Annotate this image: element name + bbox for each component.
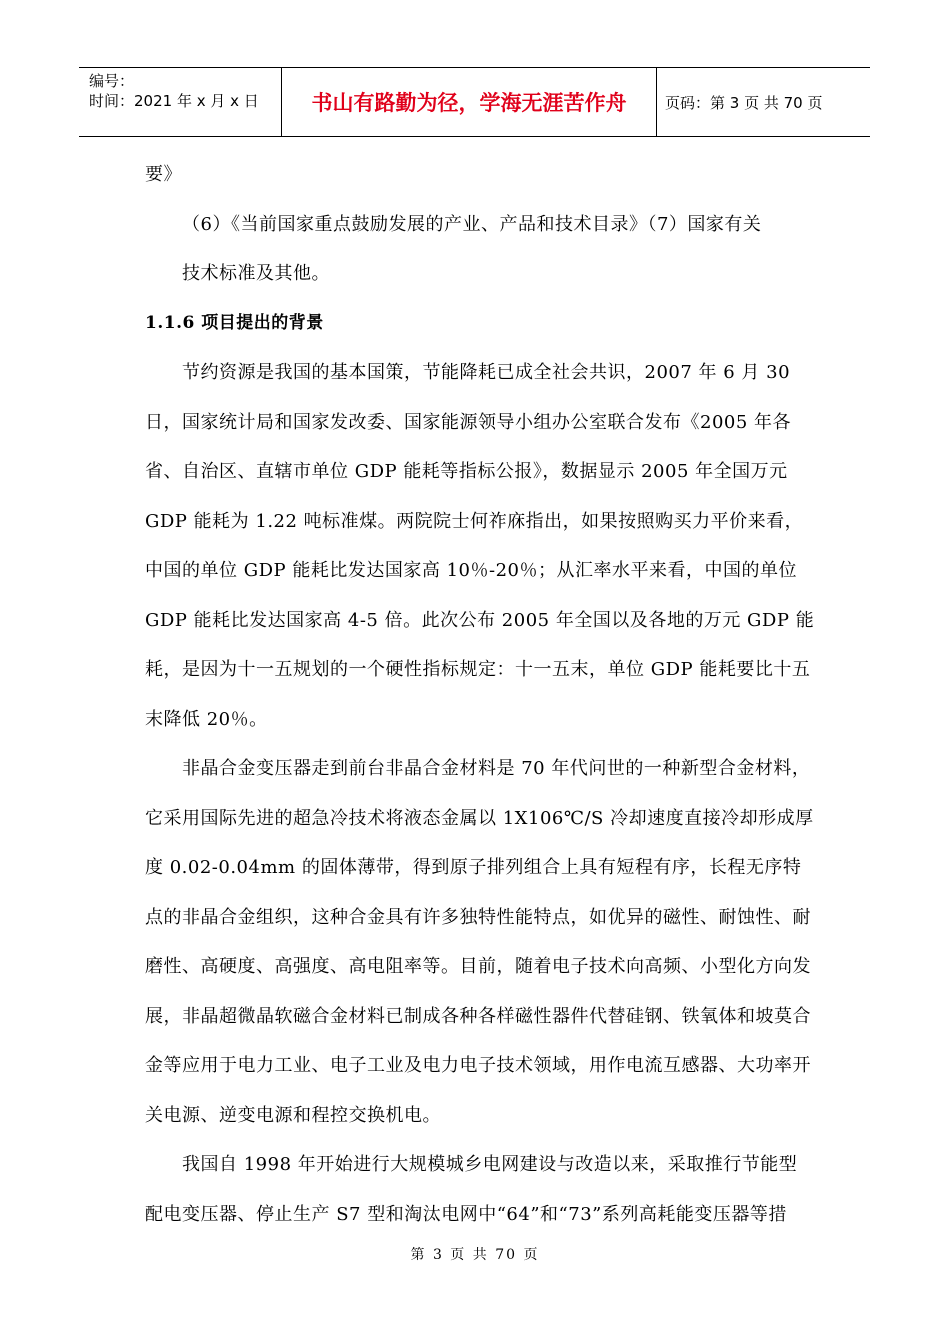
header-meta-cell [79, 68, 282, 136]
header-page-info: 页码：第 3 页 共 70 页 [665, 93, 823, 112]
paragraph: 非晶合金变压器走到前台非晶合金材料是 70 年代问世的一种新型合金材料，它采用国际先进的超急冷技术将液态金属以 1X106℃/S 冷却速度直接冷却形成厚度 0.02-0.04mm 的固体薄带，得到原子排列组合上具有短程有序，长程无序特点的非晶合金组织，这种合金具有许多独特性能特点，如优异的磁性、耐蚀性、耐磨性、高硬度、高强度、高电阻率等。目前，随着电子技术向高频、小型化方向发展，非晶超微晶软磁合金材料已制成各种各样磁性器件代替硅钢、铁氧体和坡莫合金等应用于电力工业、电子工业及电力电子技术领域，用作电流互感器、大功率开关电源、逆变电源和程控交换机电。 [145, 758, 814, 1126]
header-page-info-cell [657, 68, 870, 136]
document-body [145, 150, 815, 1239]
paragraph: 我国自 1998 年开始进行大规模城乡电网建设与改造以来，采取推行节能型配电变压器、停止生产 S7 型和淘汰电网中“64”和“73”系列高耗能变压器等措 [145, 1154, 798, 1225]
reference-list-line: 技术标准及其他。 [182, 263, 330, 284]
document-number-label: 编号： [89, 72, 135, 90]
section-heading: 1.1.6 项目提出的背景 [145, 312, 324, 333]
header-motto: 书山有路勤为径，学海无涯苦作舟 [282, 68, 657, 136]
reference-list-line: （6）《当前国家重点鼓励发展的产业、产品和技术目录》（7）国家有关 [182, 213, 762, 235]
paragraph-continuation: 要》 [145, 164, 182, 185]
paragraph: 节约资源是我国的基本国策，节能降耗已成全社会共识，2007 年 6 月 30 日，国家统计局和国家发改委、国家能源领导小组办公室联合发布《2005 年各省、自治区、直辖市单位 GDP 能耗等指标公报》，数据显示 2005 年全国万元 GDP 能耗为 1.22 吨标准煤。两院院士何祚庥指出，如果按照购买力平价来看，中国的单位 GDP 能耗比发达国家高 10％-20％；从汇率水平来看，中国的单位 GDP 能耗比发达国家高 4-5 倍。此次公布 2005 年全国以及各地的万元 GDP 能耗，是因为十一五规划的一个硬性指标规定：十一五末，单位 GDP 能耗要比十五末降低 20％。 [145, 362, 815, 730]
page-header [79, 67, 870, 137]
document-date-label: 时间：2021 年 x 月 x 日 [89, 92, 259, 110]
page-footer: 第 3 页 共 70 页 [410, 1247, 540, 1263]
